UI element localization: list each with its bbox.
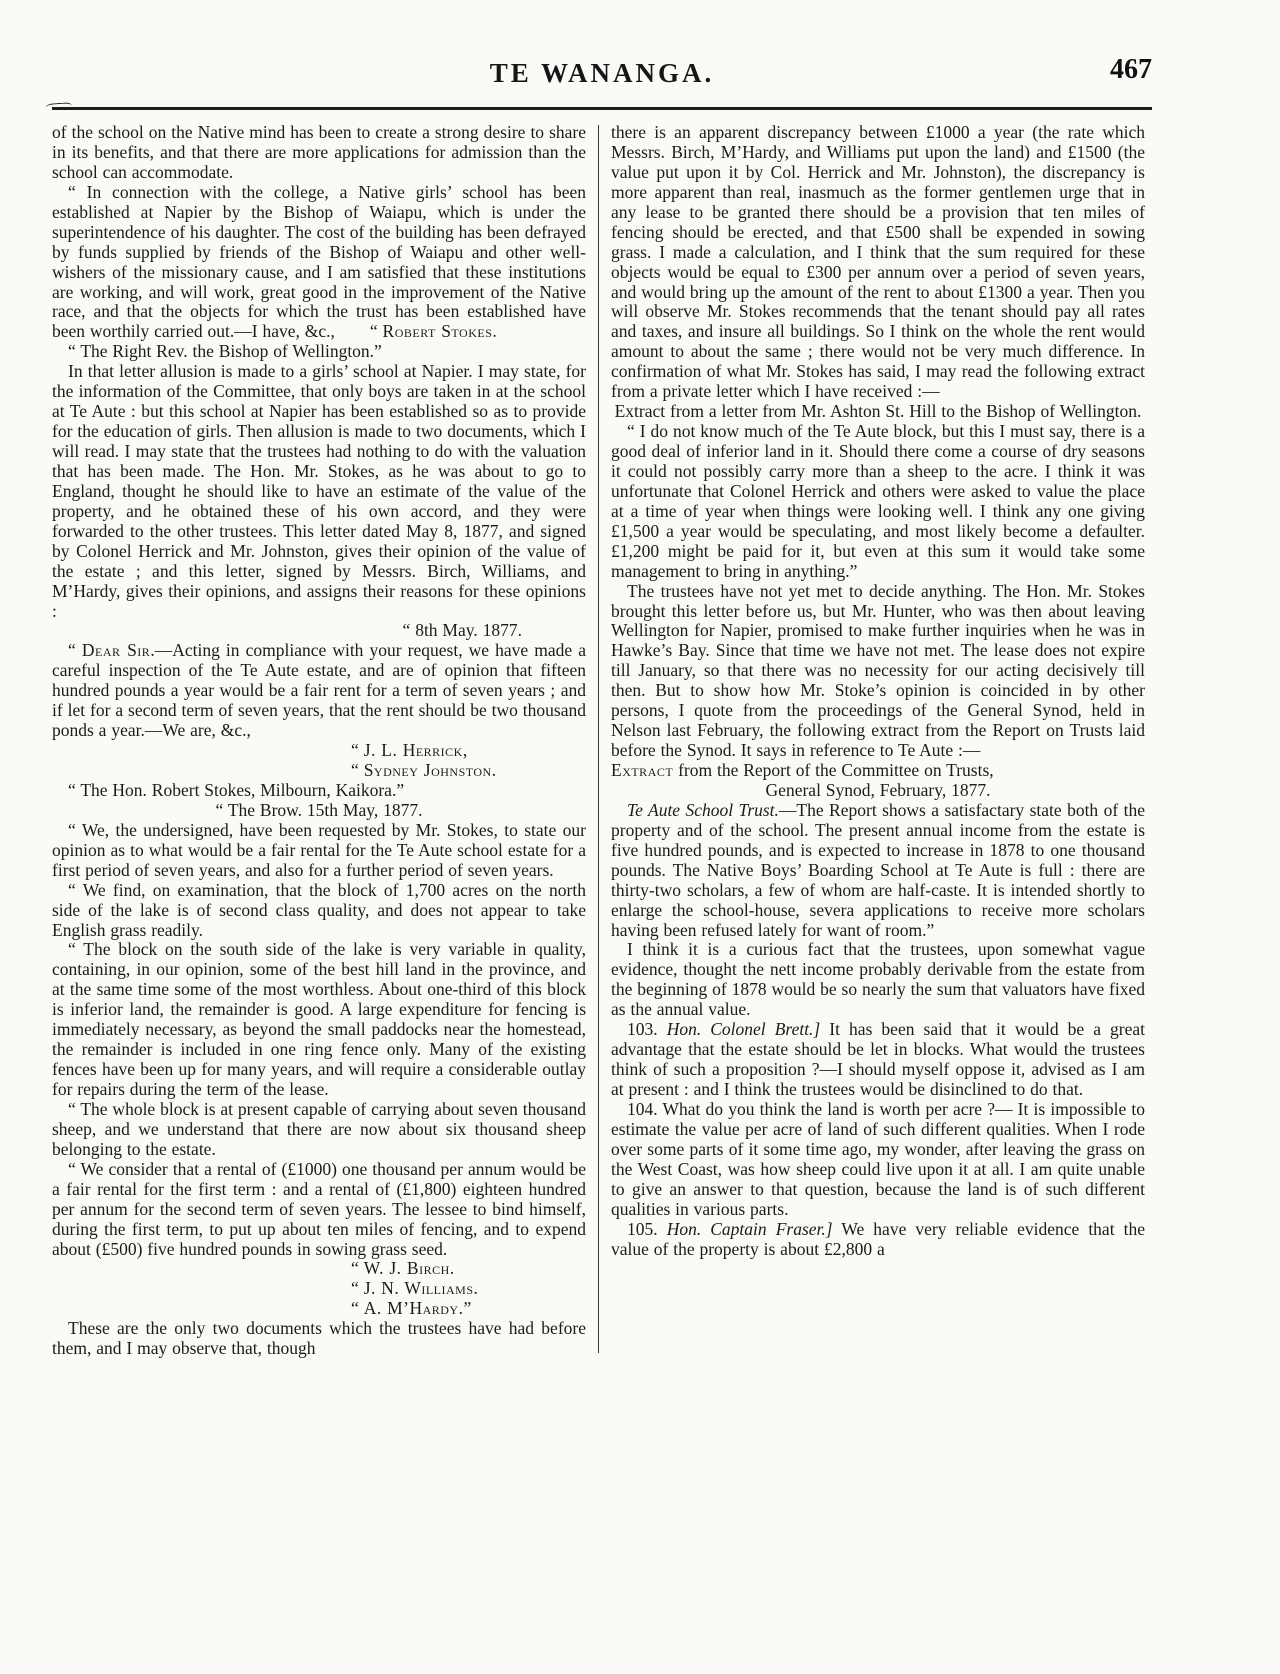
text-segment: “ (68, 640, 82, 661)
text-segment: “ The Hon. Robert Stokes, Milbourn, Kaikora.” (68, 779, 405, 800)
text-segment: “ We consider that a rental of (£1000) one thousand per annum would be a fair rental for the first term : and a rental of (£1,800) eighteen hundred per annum for the second term of seven years. The lessee to bind himself, during the first term, to put up about ten miles of fencing, and to expend about (£500) five hundred pounds in sowing grass seed. (52, 1158, 586, 1259)
paragraph (611, 582, 1145, 761)
text-segment: .—Acting in compliance with your request, we have made a careful inspection of the Te Aute estate, and are of opinion that fifteen hundred pounds a year would be a fair rent for a term of seven years ; and if let for a second term of seven years, that the rent should be two thousand ponds a year.—We are, &c., (52, 640, 586, 741)
text-segment: —The Report shows a satisfactary state both of the property and of the school. The present annual income from the estate is five hundred pounds, and is expected to increase in 1878 to one thousand pounds. The Native Boys’ Boarding School at Te Aute is full : there are thirty-two scholars, a few of whom are half-caste. It is intended shortly to enlarge the school-house, severa applications to receive more scholars having been refused lately for want of room.” (611, 799, 1145, 940)
text-segment: General Synod, February, 1877. (765, 779, 991, 800)
paragraph (611, 781, 1145, 801)
paragraph (52, 183, 586, 343)
paragraph (611, 422, 1145, 582)
paragraph (52, 781, 586, 801)
paragraph (52, 801, 586, 821)
text-segment: J. N. Williams. (363, 1278, 479, 1299)
left-column (52, 123, 586, 1359)
column-divider (598, 125, 599, 1353)
header-rule (52, 107, 1152, 110)
paragraph (611, 1020, 1145, 1100)
paragraph (611, 761, 1145, 781)
paragraph (351, 741, 586, 761)
text-segment: We have very reliable evidence that the value of the property is about £2,800 a (611, 1218, 1146, 1259)
paragraph (611, 940, 1145, 1020)
text-segment: “ (351, 1278, 364, 1299)
paragraph (52, 641, 586, 741)
page-content (52, 0, 1152, 1359)
paragraph (52, 821, 586, 881)
text-segment: A. M’Hardy.” (363, 1298, 472, 1319)
text-segment: “ (351, 740, 364, 761)
text-segment: The trustees have not yet met to decide anything. The Hon. Mr. Stokes brought this letter before us, but Mr. Hunter, who was then about leaving Wellington for Napier, promised to make further inquiries when he was in Hawke’s Bay. Since that time we have not met. The lease does not expire till January, so that there was no necessity for our acting decisively till then. But to show how Mr. Stoke’s opinion is coincided in by other persons, I quote from the proceedings of the General Synod, held in Nelson last February, the following extract from the Report on Trusts laid before the Synod. It says in reference to Te Aute :— (611, 580, 1145, 761)
text-segment: Extract (611, 760, 674, 780)
text-segment: “ The block on the south side of the lake is very variable in quality, containing, in our opinion, some of the best hill land in the province, and at the same time some of the most worthless. About one-third of this block is inferior land, the remainder is good. A large expenditure for fencing is immediately necessary, as beyond the small paddocks near the homestead, the remainder is included in one ring fence only. Many of the existing fences have been up for many years, and will require a considerable outlay for repairs during the term of the lease. (52, 939, 586, 1099)
text-segment: In that letter allusion is made to a girls’ school at Napier. I may state, for the information of the Committee, that only boys are taken in at the school at Te Aute : but this school at Napier has been established so as to provide for the education of girls. Then allusion is made to two documents, which I will read. I may state that the trustees had nothing to do with the valuation that has been made. The Hon. Mr. Stokes, as he was about to go to England, thought he should like to have an estimate of the value of the property, and he obtained these of his own accord, and they were forwarded to the other trustees. This letter dated May 8, 1877, and signed by Colonel Herrick and Mr. Johnston, gives their opinion of the value of the estate ; and this letter, signed by Messrs. Birch, Williams, and M’Hardy, gives their opinions, and assigns their reasons for these opinions : (52, 361, 586, 621)
text-segment: “ We, the undersigned, have been requested by Mr. Stokes, to state our opinion as to what would be a fair rental for the Te Aute school estate for a first period of seven years, and also for a further period of seven years. (52, 819, 586, 880)
text-segment: 103. (627, 1019, 667, 1040)
text-segment: Extract from a letter from Mr. Ashton St. Hill to the Bishop of Wellington. (614, 401, 1142, 422)
paragraph (52, 881, 586, 941)
paragraph (351, 1279, 586, 1299)
paragraph (611, 1100, 1145, 1220)
text-segment: Robert Stokes. (382, 321, 498, 342)
text-segment: Dear Sir (81, 640, 151, 661)
paragraph (351, 1259, 586, 1279)
page-header (52, 0, 1152, 98)
text-segment: “ The Right Rev. the Bishop of Wellington.” (68, 341, 382, 362)
page-number: 467 (1110, 54, 1152, 85)
text-segment: These are the only two documents which the trustees have had before them, and I may observe that, though (52, 1318, 586, 1359)
text-segment: J. L. Herrick, (363, 740, 468, 761)
paragraph (611, 1220, 1145, 1260)
paragraph (52, 621, 586, 641)
paragraph (52, 940, 586, 1100)
paragraph (52, 362, 586, 621)
paragraph (52, 1100, 586, 1160)
text-segment: “ (351, 1298, 364, 1319)
paragraph (611, 402, 1145, 422)
text-segment: from the Report of the Committee on Trusts, (673, 760, 994, 780)
paragraph (52, 123, 586, 183)
text-segment: Hon. Colonel Brett.] (666, 1019, 821, 1040)
text-segment: there is an apparent discrepancy between £1000 a year (the rate which Messrs. Birch, M’Hardy, and Williams put upon the land) and £1500 (the value put upon it by Col. Herrick and Mr. Johnston), the discrepancy is more apparent than real, inasmuch as the former gentlemen urge that in any lease to be granted there should be a provision that ten miles of fencing should be erected, and that £500 shall be expended in sowing grass. I made a calculation, and I think that the sum required for these objects would be equal to £300 per annum over a period of seven years, and would bring up the amount of the rent to about £1300 a year. Then you will observe Mr. Stokes recommends that the tenant should pay all rates and taxes, and insure all buildings. So I think on the whole the rent would amount to about the same ; there would not be very much difference. In confirmation of what Mr. Stokes has said, I may read the following extract from a private letter which I have received :— (611, 122, 1145, 402)
text-segment: “ In connection with the college, a Native girls’ school has been established at Napier by the Bishop of Waiapu, which is under the superintendence of his daughter. The cost of the building has been defrayed by funds supplied by friends of the Bishop of Waiapu and other well-wishers of the missionary cause, and I am satisfied that these institutions are working, and will work, great good in the improvement of the Native race, and that the objects for which the trust has been established have been worthily carried out.—I have, &c., “ (52, 181, 586, 342)
text-segment: “ I do not know much of the Te Aute block, but this I must say, there is a good deal of inferior land in it. Should there come a course of dry seasons it could not possibly carry more than a sheep to the acre. I think it was unfortunate that Colonel Herrick and others were asked to value the place at a time of year when things were looking well. I think any one giving £1,500 a year would be speculating, and most likely become a defaulter. £1,200 might be paid for it, but even at this sum it would take some management to bring in anything.” (611, 421, 1145, 581)
text-segment: “ (351, 1258, 364, 1279)
text-segment: “ (351, 760, 364, 780)
paragraph (52, 342, 586, 362)
paragraph (351, 761, 586, 781)
paragraph (611, 801, 1145, 941)
paragraph (52, 1160, 586, 1260)
right-column (611, 123, 1145, 1359)
paragraph (611, 123, 1145, 402)
text-segment: “ We find, on examination, that the block of 1,700 acres on the north side of the lake is of second class quality, and does not appear to take English grass readily. (52, 879, 586, 940)
newspaper-title: TE WANANGA. (489, 58, 715, 88)
paragraph (52, 1319, 586, 1359)
article-columns (52, 123, 1152, 1359)
text-segment: It has been said that it would be a great advantage that the estate should be let in blocks. What would the trustees think of such a proposition ?—I should myself oppose it, advised as I am at present : and I think the trustees would be disinclined to do that. (611, 1019, 1145, 1099)
text-segment: Hon. Captain Fraser.] (666, 1218, 833, 1239)
paragraph (351, 1299, 586, 1319)
text-segment: I think it is a curious fact that the trustees, upon somewhat vague evidence, thought the nett income probably derivable from the estate from the beginning of 1878 would be so nearly the sum that valuators have fixed as the annual value. (611, 939, 1145, 1020)
text-segment: Te Aute School Trust. (627, 799, 779, 820)
text-segment: “ 8th May. 1877. (402, 620, 522, 641)
text-segment: “ The whole block is at present capable of carrying about seven thousand sheep, and we understand that there are now about six thousand sheep belonging to the estate. (52, 1098, 586, 1159)
text-segment: 105. (627, 1218, 667, 1239)
text-segment: W. J. Birch. (363, 1258, 455, 1279)
text-segment: “ The Brow. 15th May, 1877. (215, 799, 423, 820)
text-segment: Sydney Johnston. (363, 760, 497, 780)
text-segment: 104. What do you think the land is worth per acre ?— It is impossible to estimate the value per acre of land of such different qualities. When I rode over some parts of it some time ago, my wonder, after leaving the grass on the West Coast, was how sheep could live upon it at all. I am quite unable to give an answer to that question, because the land is of such different qualities in various parts. (611, 1098, 1145, 1219)
text-segment: of the school on the Native mind has been to create a strong desire to share in its benefits, and that there are more applications for admission than the school can accommodate. (52, 122, 586, 182)
